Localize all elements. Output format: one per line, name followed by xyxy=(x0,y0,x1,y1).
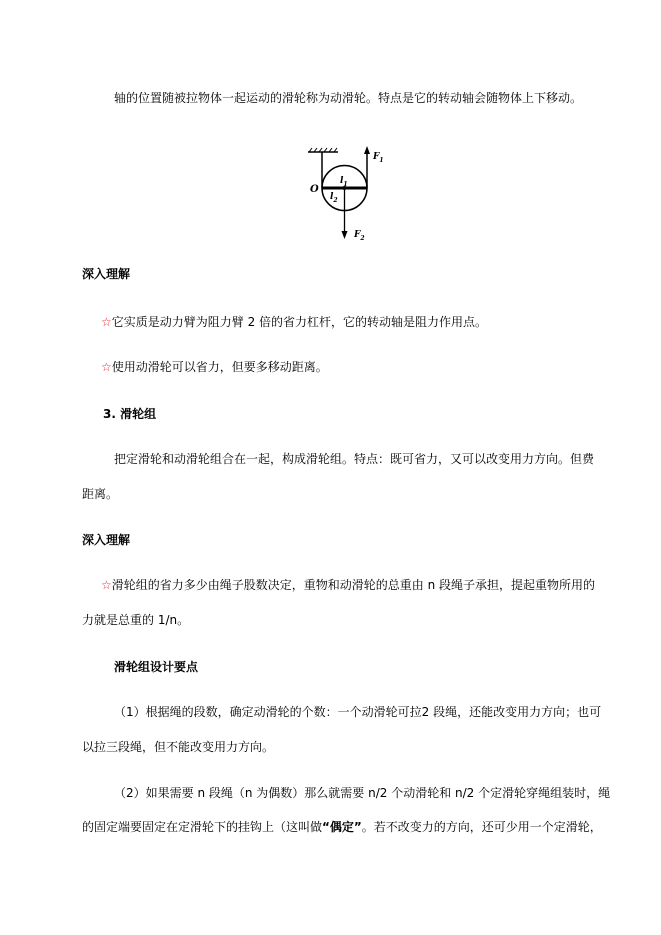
figure-label-l1: $l_1$ xyxy=(340,176,348,188)
bullet-item-2: ☆使用动滑轮可以省力，但要多移动距离。 xyxy=(101,360,328,374)
intro-paragraph: 轴的位置随被拉物体一起运动的滑轮称为动滑轮。特点是它的转动轴会随物体上下移动。 xyxy=(114,91,583,105)
figure-label-F1: $F_1$ xyxy=(373,152,384,164)
heading-deep-understanding-1: 深入理解 xyxy=(82,267,131,281)
heading-pulley-group: 3. 滑轮组 xyxy=(103,407,157,421)
figure-label-O: O xyxy=(310,184,319,195)
figure-label-l2: $l_2$ xyxy=(330,192,338,204)
design-point-1-line-2: 以拉三段绳，但不能改变用力方向。 xyxy=(82,740,275,754)
star-icon: ☆ xyxy=(101,315,112,329)
star-icon: ☆ xyxy=(101,360,112,374)
heading-design-points: 滑轮组设计要点 xyxy=(114,660,199,674)
pulley-group-paragraph-line-1: 把定滑轮和动滑轮组合在一起，构成滑轮组。特点：既可省力，又可以改变用力方向。但费 xyxy=(114,452,595,466)
design-point-2-line-1: （2）如果需要 n 段绳（n 为偶数）那么就需要 n/2 个动滑轮和 n/2 个定滑轮穿绳组装时，绳 xyxy=(114,786,611,800)
pulley-group-paragraph-line-2: 距离。 xyxy=(82,487,119,501)
figure-label-F2: $F_2$ xyxy=(354,230,365,242)
design-point-1-line-1: （1）根据绳的段数，确定动滑轮的个数：一个动滑轮可拉2 段绳，还能改变用力方向；也可 xyxy=(114,705,602,719)
star-icon: ☆ xyxy=(101,578,112,592)
bullet-item-3-line-1: ☆滑轮组的省力多少由绳子股数决定，重物和动滑轮的总重由 n 段绳子承担，提起重物所用的 xyxy=(101,578,596,592)
emphasis-even-fixed: “偶定” xyxy=(322,820,362,834)
heading-deep-understanding-2: 深入理解 xyxy=(82,533,131,547)
bullet-item-1: ☆它实质是动力臂为阻力臂 2 倍的省力杠杆，它的转动轴是阻力作用点。 xyxy=(101,315,488,329)
bullet-item-3-line-2: 力就是总重的 1/n。 xyxy=(82,613,190,627)
movable-pulley-figure xyxy=(300,142,390,248)
design-point-2-line-2: 的固定端要固定在定滑轮下的挂钩上（这叫做“偶定”。若不改变力的方向，还可少用一个定滑轮， xyxy=(82,820,602,834)
